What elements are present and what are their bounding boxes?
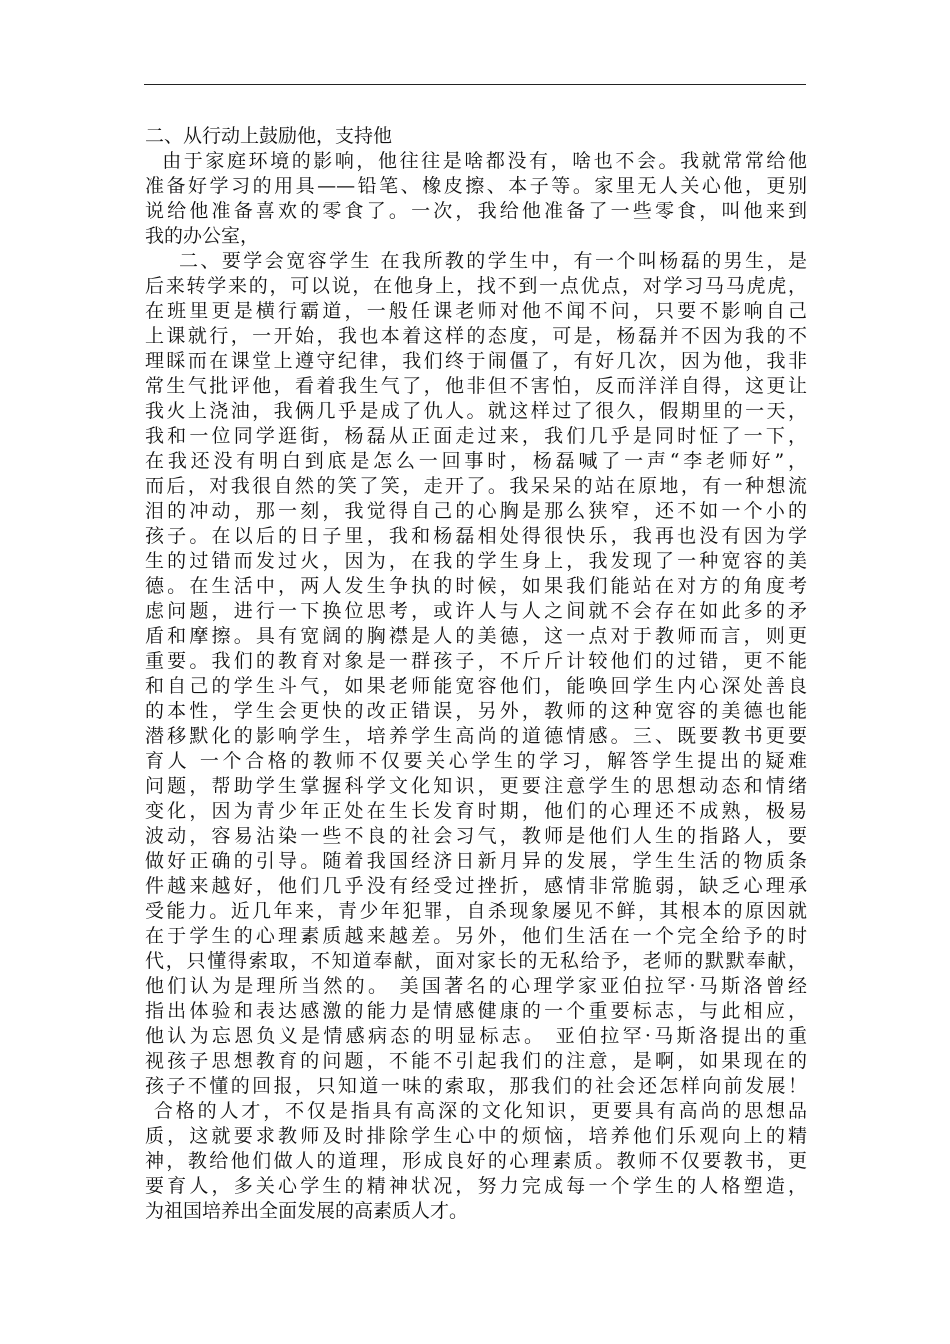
text-line: 孩子不懂的回报，只知道一味的索取，那我们的社会还怎样向前发展！: [145, 1075, 807, 1097]
text-line: 泪的冲动，那一刻，我觉得自己的心胸是那么狭窄，还不如一个小的: [145, 500, 807, 522]
text-line: 和自己的学生斗气，如果老师能宽容他们，能唤回学生内心深处善良: [145, 675, 807, 697]
text-line: 他们认为是理所当然的。 美国著名的心理学家亚伯拉罕·马斯洛曾经: [145, 975, 807, 997]
text-line: 虑问题，进行一下换位思考，或许人与人之间就不会存在如此多的矛: [145, 600, 807, 622]
text-line: 育人 一个合格的教师不仅要关心学生的学习，解答学生提出的疑难: [145, 750, 807, 772]
text-line: 盾和摩擦。具有宽阔的胸襟是人的美德，这一点对于教师而言，则更: [145, 625, 807, 647]
text-line: 做好正确的引导。随着我国经济日新月异的发展，学生生活的物质条: [145, 850, 807, 872]
text-line: 后来转学来的，可以说，在他身上，找不到一点优点，对学习马马虎虎，: [145, 275, 807, 297]
text-line: 视孩子思想教育的问题，不能不引起我们的注意，是啊，如果现在的: [145, 1050, 807, 1072]
text-line: 上课就行，一开始，我也本着这样的态度，可是，杨磊并不因为我的不: [145, 325, 807, 347]
text-line: 常生气批评他，看着我生气了，他非但不害怕，反而洋洋自得，这更让: [145, 375, 807, 397]
text-line: 生的过错而发过火，因为，在我的学生身上，我发现了一种宽容的美: [145, 550, 807, 572]
text-line: 在我还没有明白到底是怎么一回事时，杨磊喊了一声“李老师好”，: [145, 450, 807, 472]
text-line: 问题，帮助学生掌握科学文化知识，更要注意学生的思想动态和情绪: [145, 775, 807, 797]
text-line: 波动，容易沾染一些不良的社会习气，教师是他们人生的指路人，要: [145, 825, 807, 847]
text-line: 理睬而在课堂上遵守纪律，我们终于闹僵了，有好几次，因为他，我非: [145, 350, 807, 372]
text-line: 说给他准备喜欢的零食了。一次，我给他准备了一些零食，叫他来到: [145, 200, 807, 222]
text-line: 潜移默化的影响学生，培养学生高尚的道德情感。三、既要教书更要: [145, 725, 807, 747]
text-line: 我火上浇油，我俩几乎是成了仇人。就这样过了很久，假期里的一天，: [145, 400, 807, 422]
text-line: 在于学生的心理素质越来越差。另外，他们生活在一个完全给予的时: [145, 925, 807, 947]
text-line: 变化，因为青少年正处在生长发育时期，他们的心理还不成熟，极易: [145, 800, 807, 822]
text-line: 由于家庭环境的影响，他往往是啥都没有，啥也不会。我就常常给他: [145, 150, 807, 172]
text-line: 合格的人才，不仅是指具有高深的文化知识，更要具有高尚的思想品: [145, 1100, 807, 1122]
text-line: 质，这就要求教师及时排除学生心中的烦恼，培养他们乐观向上的精: [145, 1125, 807, 1147]
text-line: 二、从行动上鼓励他，支持他: [145, 125, 393, 147]
text-line: 要育人，多关心学生的精神状况，努力完成每一个学生的人格塑造，: [145, 1175, 807, 1197]
text-line: 孩子。在以后的日子里，我和杨磊相处得很快乐，我再也没有因为学: [145, 525, 807, 547]
header-rule: [144, 84, 806, 85]
text-line: 而后，对我很自然的笑了笑，走开了。我呆呆的站在原地，有一种想流: [145, 475, 807, 497]
text-line: 重要。我们的教育对象是一群孩子，不斤斤计较他们的过错，更不能: [145, 650, 807, 672]
text-line: 他认为忘恩负义是情感病态的明显标志。 亚伯拉罕·马斯洛提出的重: [145, 1025, 807, 1047]
text-line: 准备好学习的用具——铅笔、橡皮擦、本子等。家里无人关心他，更别: [145, 175, 807, 197]
text-line: 我和一位同学逛街，杨磊从正面走过来，我们几乎是同时怔了一下，: [145, 425, 807, 447]
text-line: 受能力。近几年来，青少年犯罪，自杀现象屡见不鲜，其根本的原因就: [145, 900, 807, 922]
text-line: 我的办公室，: [145, 225, 260, 247]
text-line: 指出体验和表达感激的能力是情感健康的一个重要标志，与此相应，: [145, 1000, 807, 1022]
text-line: 代，只懂得索取，不知道奉献，面对家长的无私给予，老师的默默奉献，: [145, 950, 807, 972]
text-line: 的本性，学生会更快的改正错误，另外，教师的这种宽容的美德也能: [145, 700, 807, 722]
text-line: 神，教给他们做人的道理，形成良好的心理素质。教师不仅要教书，更: [145, 1150, 807, 1172]
document-body: [145, 124, 807, 1224]
text-line: 为祖国培养出全面发展的高素质人才。: [145, 1200, 469, 1222]
text-line: 德。在生活中，两人发生争执的时候，如果我们能站在对方的角度考: [145, 575, 807, 597]
text-line: 件越来越好，他们几乎没有经受过挫折，感情非常脆弱，缺乏心理承: [145, 875, 807, 897]
text-line: 在班里更是横行霸道，一般任课老师对他不闻不问，只要不影响自己: [145, 300, 807, 322]
text-line: 二、要学会宽容学生 在我所教的学生中，有一个叫杨磊的男生，是: [145, 250, 807, 272]
